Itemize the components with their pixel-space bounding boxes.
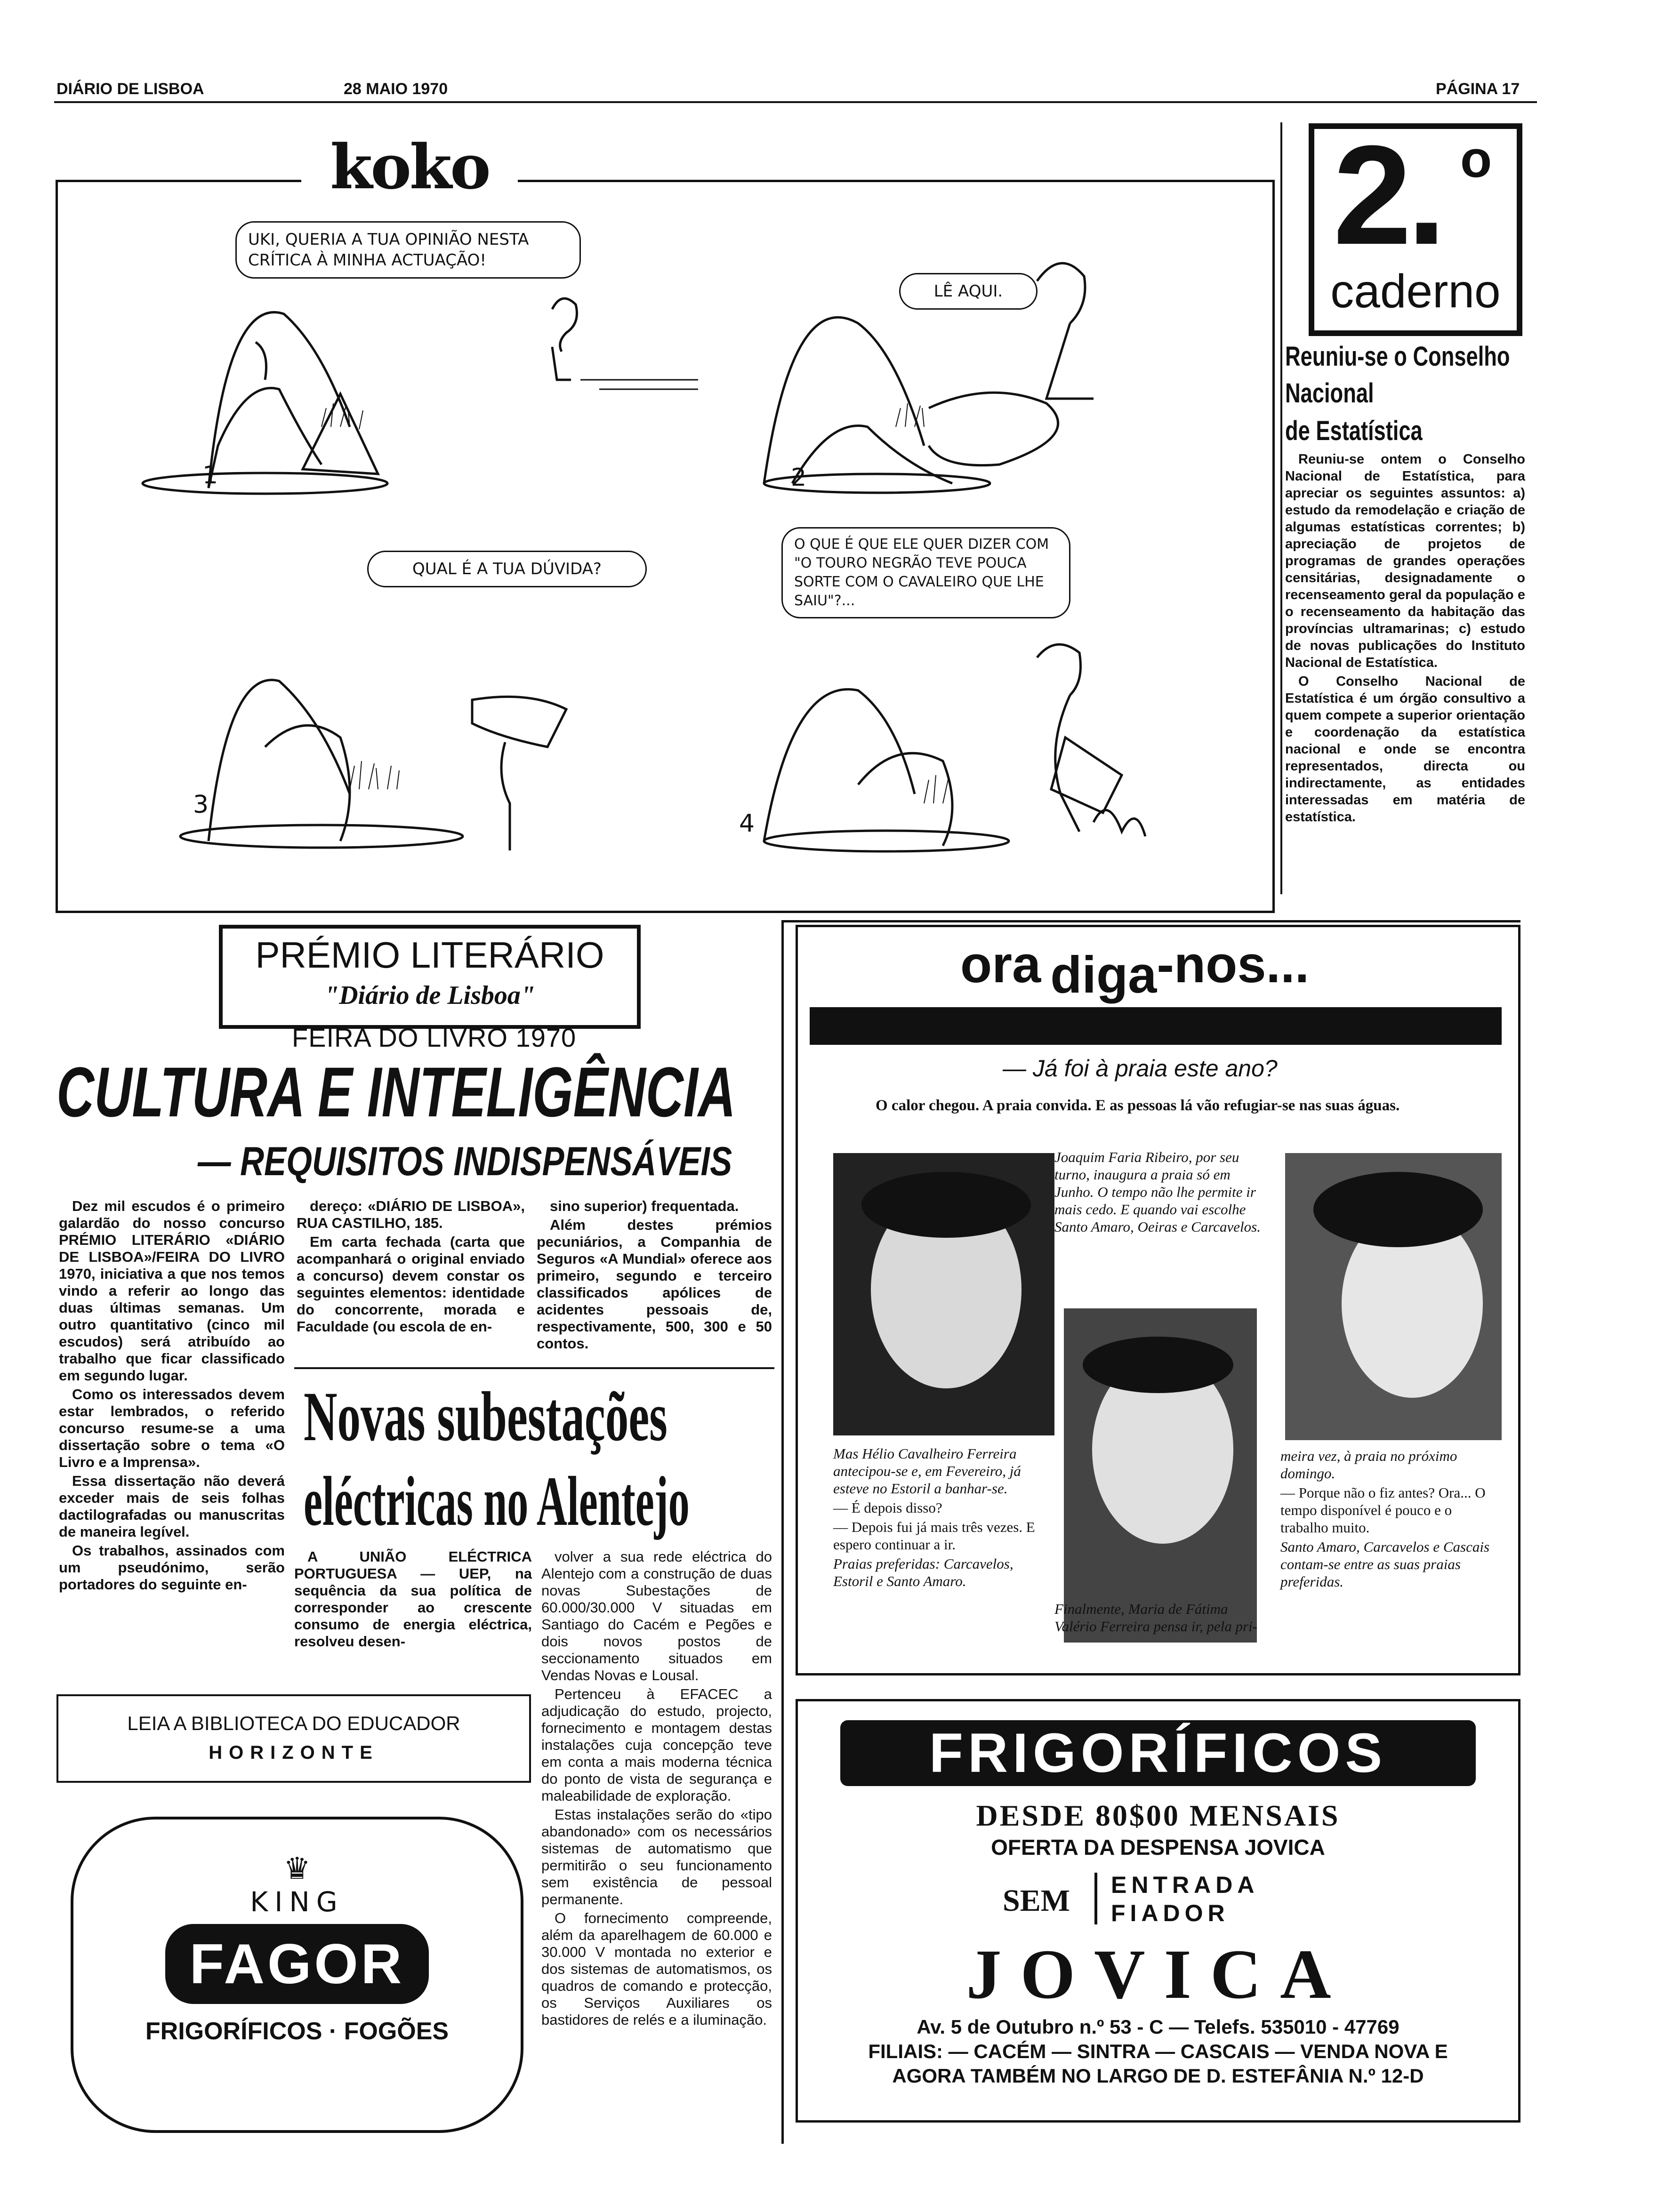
comic-bubble-4 <box>781 527 1070 618</box>
oradiga-joaquim-text: Joaquim Faria Ribeiro, por seu turno, inaugura a praia só em Junho. O tempo não lhe permite ir mais cedo. E quando vai escolhe Santo Amaro, Oeiras e Carcavelos. <box>1054 1149 1261 1235</box>
comic-bubble-2 <box>899 273 1038 310</box>
comic-title-text: koko <box>330 131 489 203</box>
subestacoes-col2-p3: Estas instalações serão do «tipo abandonado» com os necessários sistemas de automatismo que permitirão o seu funcionamento sem existência de pessoal permanente. <box>541 1806 772 1907</box>
biblioteca-line-1: LEIA A BIBLIOTECA DO EDUCADOR <box>127 1712 460 1734</box>
oradiga-maria-p2: meira vez, à praia no próximo domingo. <box>1280 1448 1457 1482</box>
mid-vertical-rule <box>781 920 784 2144</box>
premio-col-3 <box>537 1198 772 1354</box>
conselho-article <box>1285 339 1525 827</box>
fagor-brand-box <box>165 1924 429 2004</box>
oradiga-title-c: -nos... <box>1157 936 1310 994</box>
oradiga-maria-1 <box>1054 1600 1262 1637</box>
comic-panel-number-4: 4 <box>739 809 755 838</box>
subestacoes-col1: A UNIÃO ELÉCTRICA PORTUGUESA — UEP, na sequência da sua política de corresponder ao crescente consumo de energia eléctrica, resolveu desen- <box>294 1548 532 1650</box>
fagor-brand: FAGOR <box>189 1932 405 1996</box>
premio-box-subtitle: "Diário de Lisboa" <box>324 981 535 1010</box>
oradiga-black-bar <box>810 1007 1502 1045</box>
oradiga-title-b: diga <box>1050 946 1157 1004</box>
premio-col3-p2: Além destes prémios pecuniários, a Companhia de Seguros «A Mundial» oferece aos primeiro, segundo e terceiro classificados apólices de acidentes pessoais de, respectivamente, 500, 300 e 50 contos. <box>537 1217 772 1352</box>
jovica-entrada: ENTRADA <box>1111 1872 1259 1898</box>
oradiga-maria-2 <box>1280 1447 1502 1592</box>
comic-bubble-3 <box>367 551 647 587</box>
subestacoes-col2-p1: volver a sua rede eléctrica do Alentejo com a construção de duas novas Subestações de 60.000/30.000 V situadas em Santiago do Cacém e Pegões e dois novos postos de seccionamento situados em Vendas Novas e Lousal. <box>541 1548 772 1683</box>
conselho-headline-3: de Estatística <box>1285 416 1423 446</box>
jovica-sem-row <box>993 1868 1323 1929</box>
jovica-agora: AGORA TAMBÉM NO LARGO DE D. ESTEFÂNIA N.º 12-D <box>892 2065 1424 2087</box>
oradiga-intro: O calor chegou. A praia convida. E as pessoas lá vão refugiar-se nas suas águas. <box>876 1097 1400 1114</box>
fagor-ad <box>71 1817 523 2133</box>
premio-col2-p2: Em carta fechada (carta que acompanhará o original enviado a concurso) devem constar os seguintes elementos: identidade do concorrente, morada e Faculdade (ou escola de en- <box>297 1234 525 1335</box>
comic-bubble-3-text: QUAL É A TUA DÚVIDA? <box>412 560 602 578</box>
subestacoes-headline-1: Novas subestações <box>304 1378 668 1456</box>
date: 28 MAIO 1970 <box>344 80 448 98</box>
oradiga-title <box>960 936 1310 1004</box>
oradiga-maria-p3: — Porque não o fiz antes? Ora... O tempo disponível é pouco e o trabalho muito. <box>1280 1484 1486 1536</box>
oradiga-maria-p4: Santo Amaro, Carcavelos e Cascais contam-se entre as suas praias preferidas. <box>1280 1539 1490 1590</box>
subestacoes-col-1 <box>294 1548 532 1652</box>
jovica-sem: SEM <box>1003 1883 1070 1918</box>
premio-col2-p1: dereço: «DIÁRIO DE LISBOA», RUA CASTILHO, 185. <box>297 1198 525 1231</box>
oradiga-question: — Já foi à praia este ano? <box>1003 1055 1278 1082</box>
comic-bubble-4-text: O QUE É QUE ELE QUER DIZER COM "O TOURO NEGRÃO TEVE POUCA SORTE COM O CAVALEIRO QUE LHE SAIU"?... <box>794 536 1049 609</box>
jovica-address: Av. 5 de Outubro n.º 53 - C — Telefs. 535010 - 47769 <box>917 2016 1400 2038</box>
jovica-filiais: FILIAIS: — CACÉM — SINTRA — CASCAIS — VENDA NOVA E <box>868 2040 1448 2062</box>
oradiga-helio-p3: — Depois fui já mais três vezes. E espero continuar a ir. <box>833 1519 1035 1553</box>
jovica-brand: JOVICA <box>966 1935 1350 2013</box>
conselho-headline-1: Reuniu-se o Conselho <box>1285 341 1510 372</box>
premio-box-title: PRÉMIO LITERÁRIO <box>255 934 604 976</box>
page-number: PÁGINA 17 <box>1436 80 1520 98</box>
oradiga-helio-p1: Mas Hélio Cavalheiro Ferreira antecipou-se e, em Fevereiro, já esteve no Estoril a banhar-se. <box>833 1445 1021 1497</box>
oradiga-title-a: ora <box>960 936 1041 994</box>
premio-col3-p1: sino superior) frequentada. <box>550 1198 739 1214</box>
feira-label: FEIRA DO LIVRO 1970 <box>292 1023 577 1052</box>
conselho-headline-2: Nacional <box>1285 378 1374 409</box>
comic-panel-number-1: 1 <box>202 461 218 489</box>
oradiga-maria-p1: Finalmente, Maria de Fátima Valério Ferreira pensa ir, pela pri- <box>1054 1601 1258 1635</box>
premio-col1-p4: Os trabalhos, assinados com um pseudónimo, serão portadores do seguinte en- <box>59 1542 285 1593</box>
caderno-side-rule <box>1280 122 1282 894</box>
premio-col1-p2: Como os interessados devem estar lembrados, o referido concurso resume-se a uma dissertação sobre o tema «O Livro e a Imprensa». <box>59 1386 285 1470</box>
comic-drawings <box>58 182 1268 906</box>
premio-subhead: — REQUISITOS INDISPENSÁVEIS <box>198 1139 732 1184</box>
subestacoes-col2-p4: O fornecimento compreende, além da aparelhagem de 60.000 e 30.000 V montada no exterior e dos sistemas de automatismos, os quadros de comando e protecção, os Serviços Auxiliares os bastidores de relés e a iluminação. <box>541 1910 772 2028</box>
biblioteca-line-2: HORIZONTE <box>209 1742 379 1763</box>
subestacoes-headline-2: eléctricas no Alentejo <box>304 1462 690 1540</box>
mid-horizontal-rule <box>781 920 1520 922</box>
premio-col1-p3: Essa dissertação não deverá exceder mais de seis folhas dactilografadas ou manuscritas de maneira legível. <box>59 1473 285 1540</box>
premio-col-2 <box>297 1198 525 1337</box>
comic-panel-number-2: 2 <box>791 464 807 492</box>
comic-panel-number-3: 3 <box>193 791 209 819</box>
jovica-line-1: DESDE 80$00 MENSAIS <box>976 1799 1340 1832</box>
caderno-superscript: o <box>1460 130 1492 188</box>
oradiga-helio <box>833 1445 1054 1592</box>
fagor-king: KING <box>250 1886 344 1918</box>
crown-icon: ♛ <box>283 1851 311 1886</box>
photo-helio <box>833 1153 1054 1435</box>
subestacoes-col2-p2: Pertenceu à EFACEC a adjudicação do estudo, projecto, fornecimento e montagem destas instalações cuja concepção teve em conta a mais moderna técnica do ponto de vista de segurança e maleabilidade de exploração. <box>541 1686 772 1804</box>
premio-headline: CULTURA E INTELIGÊNCIA <box>56 1052 736 1131</box>
photo-maria <box>1285 1153 1502 1440</box>
premio-bottom-rule <box>294 1367 774 1369</box>
caderno-word: caderno <box>1330 265 1501 318</box>
photo-joaquim <box>1064 1308 1257 1643</box>
header-rule <box>54 101 1537 103</box>
conselho-body-2: O Conselho Nacional de Estatística é um órgão consultivo a quem compete a superior orientação e coordenação da estatística nacional e onde se encontra representados, directa ou indirectamente, as entidades interessadas em matéria de estatística. <box>1285 674 1525 825</box>
oradiga-helio-p2: — É depois disso? <box>833 1499 942 1516</box>
premio-box <box>219 925 641 1029</box>
jovica-fiador: FIADOR <box>1111 1900 1230 1926</box>
premio-col1-p1: Dez mil escudos é o primeiro galardão do nosso concurso PRÉMIO LITERÁRIO «DIÁRIO DE LISBOA»/FEIRA DO LIVRO 1970, iniciativa a que nos temos vindo a referir ao longo das duas últimas semanas. Um outro quantitativo (cinco mil escudos) será atribuído ao trabalho que ficar classificado em segundo lugar. <box>59 1198 285 1384</box>
jovica-title: FRIGORÍFICOS <box>929 1722 1387 1784</box>
oradiga-joaquim <box>1054 1148 1262 1237</box>
comic-bubble-1-text: UKI, QUERIA A TUA OPINIÃO NESTA CRÍTICA À MINHA ACTUAÇÃO! <box>248 230 529 270</box>
biblioteca-ad <box>56 1694 531 1783</box>
comic-bubble-1 <box>235 221 581 279</box>
oradiga-helio-p4: Praias preferidas: Carcavelos, Estoril e Santo Amaro. <box>833 1555 1014 1589</box>
jovica-title-band <box>840 1720 1476 1786</box>
premio-col-1 <box>59 1198 285 1595</box>
fagor-tagline: FRIGORÍFICOS · FOGÕES <box>145 2018 449 2045</box>
caderno-box <box>1309 116 1522 336</box>
conselho-body-1: Reuniu-se ontem o Conselho Nacional de Estatística, para apreciar os seguintes assuntos: a) estudo da remodelação e criação de algumas estatísticas correntes; b) apreciação de projetos de programas de grandes operações censitárias, designadamente o recenseamento geral da população e o recenseamento da habitação das províncias ultramarinas; c) estudo de novas publicações do Instituto Nacional de Estatística. <box>1285 452 1525 670</box>
subestacoes-col-2 <box>541 1548 772 2030</box>
jovica-line-2: OFERTA DA DESPENSA JOVICA <box>991 1835 1325 1859</box>
comic-bubble-2-text: LÊ AQUI. <box>933 282 1003 301</box>
paper-name: DIÁRIO DE LISBOA <box>56 80 204 98</box>
jovica-ad <box>796 1699 1520 2123</box>
caderno-number: 2. <box>1333 116 1442 274</box>
